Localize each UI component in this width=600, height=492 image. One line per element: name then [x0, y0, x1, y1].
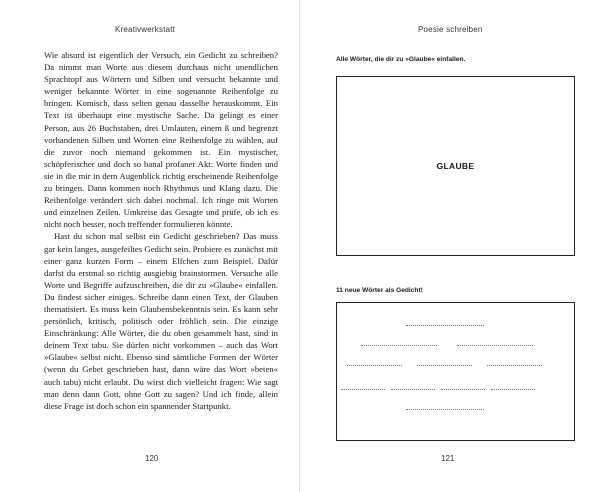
blank-line-row4-d	[491, 389, 535, 390]
page-number-left: 120	[145, 454, 159, 463]
blank-line-row5	[406, 409, 484, 410]
blank-line-row1	[406, 325, 484, 326]
blank-line-row2-a	[361, 345, 437, 346]
blank-line-row3-c	[487, 365, 542, 366]
blank-line-row4-c	[441, 389, 485, 390]
blank-line-row2-b	[457, 345, 533, 346]
right-page	[300, 0, 600, 492]
blank-line-row4-a	[341, 389, 385, 390]
blank-line-row3-a	[347, 365, 402, 366]
poem-box	[336, 302, 575, 441]
paragraph-1: Wie absurd ist eigentlich der Versuch, ein Gedicht zu schreiben? Da nimmt man Worte aus diesem durchaus nicht unendlichen Sprachtopf aus Wörtern und Silben und versucht bekannte und weniger bekannte Wörter in eine sogenannte Reihenfolge zu bringen. Komisch, dass selten genau dasselbe herauskommt. Ein Text ist überhaupt eine mystische Sache. Da gelingt es einer Person, aus 26 Buchstaben, drei Umlauten, einem ß und begrenzt vorhandenen Silben und Worten eine Reihenfolge zu wählen, auf die zuvor noch niemand gekommen ist. Ein mystischer, schöpferischer und doch so banal profaner Akt: Worte finden und sie in die mir in dem Augenblick richtig erscheinende Reihenfolge zu bringen. Dann kommen noch Rhythmus und Klang dazu. Die Reihenfolge verändert sich dabei nochmal. Ich ringe mit Worten und einzelnen Zeilen. Umkreise das Gesagte und prüfe, ob ich es nicht noch besser, noch treffender formulieren könnte.	[44, 50, 278, 230]
blank-line-row3-b	[417, 365, 472, 366]
body-text	[44, 49, 278, 412]
paragraph-2: Hast du schon mal selbst ein Gedicht geschrieben? Das muss gar kein langes, ausgefeiltes Gedicht sein. Probiere es zunächst mit einer ganz kurzen Form – einem Elfchen zum Beispiel. Dafür darfst du erstmal so richtig ausgiebig brainstormen. Versuche alle Worte und Begriffe aufzuschreiben, die dir zu »Glaube« einfallen. Du findest sicher einiges. Schreibe dann einen Text, der Glauben thematisiert. Es muss kein Glaubensbekenntnis sein. Es kann sehr persönlich, kritisch, politisch oder fröhlich sein. Die einzige Einschränkung: Alle Wörter, die du oben gesammelt hast, sind in deinem Text tabu. Sie dürfen nicht vorkommen – auch das Wort »Glaube« selbst nicht. Ebenso sind sämtliche Formen der Wörter (wenn du Gebet geschrieben hast, dann wäre das Wort »beten« auch tabu) nicht erlaubt. Du wirst dich vielleicht fragen: Wie sagt man denn dann Gott, ohne Gott zu sagen? Und ich finde, allein diese Frage ist doch schon ein spannender Startpunkt.	[44, 231, 278, 411]
brainstorm-box	[336, 76, 575, 256]
exercise-1-label: Alle Wörter, die dir zu »Glaube« einfallen.	[336, 56, 466, 63]
running-head-left: Kreativwerkstatt	[115, 25, 176, 34]
running-head-right: Poesie schreiben	[418, 25, 483, 34]
center-word: GLAUBE	[436, 161, 475, 171]
page-number-right: 121	[441, 454, 455, 463]
exercise-2-label: 11 neue Wörter als Gedicht!	[336, 287, 423, 294]
blank-line-row4-b	[391, 389, 435, 390]
